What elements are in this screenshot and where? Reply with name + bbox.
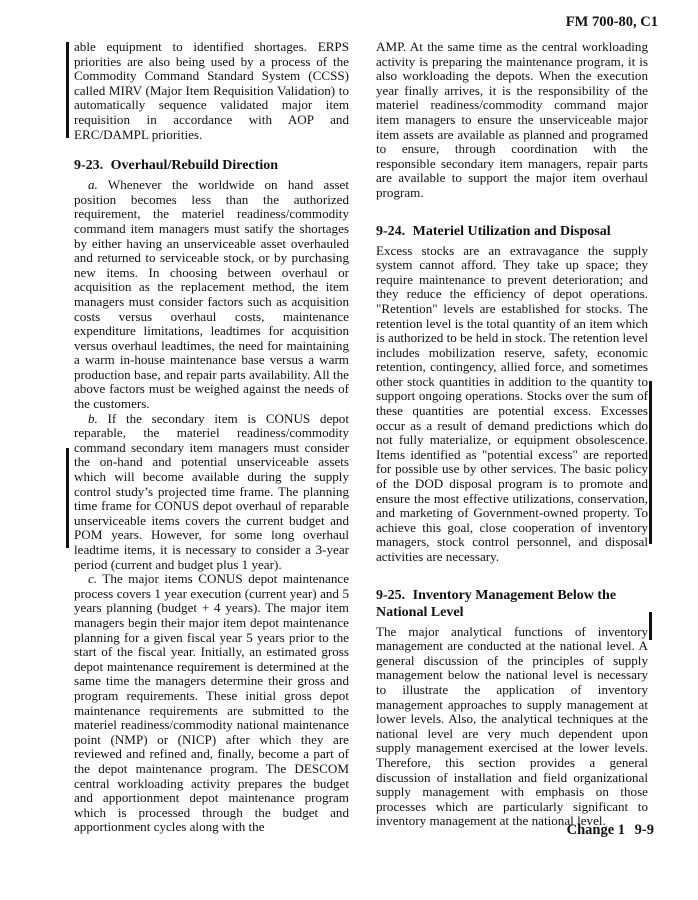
revision-bar <box>649 381 652 544</box>
continued-paragraph: able equipment to identified shortages. ERPS priorities are also being used by a process of the Commodity Command Standard System (CCSS) called MIRV (Major Item Requisition Validation) to automatically sequence validated major item requisition in accordance with AOP and ERC/DAMPL priorities. <box>74 39 349 142</box>
continued-paragraph: AMP. At the same time as the central workloading activity is preparing the maintenance program, it is also workloading the depots. When the execution year finally arrives, it is the responsibility of the materiel readiness/commodity command major item managers to ensure the unserviceable major item assets are available as planned and programed to ensure, through coordination with the responsible secondary item managers, repair parts are available to support the major item overhaul program. <box>376 39 648 200</box>
right-column <box>376 40 648 829</box>
revision-bar <box>66 42 69 138</box>
paragraph-text: If the secondary item is CONUS depot reparable, the materiel readiness/commodity command secondary item managers must consider the on-hand and potential unserviceable assets which will become available during the supply control study’s projected time frame. The planning time frame for CONUS depot overhaul of reparable unserviceable items covers the current budget and POM years. However, for some long overhaul leadtime items, it is necessary to consider a 3-year period (current and budget plus 1 year). <box>74 410 349 572</box>
paragraph-letter: b. <box>88 410 98 426</box>
paragraph-a <box>74 178 349 412</box>
section-number: 9-25. <box>376 587 406 603</box>
section-number: 9-23. <box>74 158 104 174</box>
document-id: FM 700-80, C1 <box>565 14 658 30</box>
paragraph-text: The major items CONUS depot maintenance process covers 1 year execution (current year) and 5 years planning (budget + 4 years). The major item managers begin their major item depot maintenance planning for a given fiscal year 5 years prior to the start of the fiscal year. Initially, an estimated gross depot maintenance requirement is determined at the same time the managers determine their gross and program requirements. These initial gross depot maintenance requirements are submitted to the materiel readiness/commodity national maintenance point (NMP) or (NICP) after which they are reviewed and refined and, finally, become a part of the depot maintenance program. The DESCOM central workloading activity prepares the budget and apportionment depot maintenance program which is processed through the budget and apportionment cycles along with the <box>74 571 349 835</box>
section-heading-9-25 <box>376 587 648 621</box>
section-paragraph: Excess stocks are an extravagance the supply system cannot afford. They take up space; they require maintenance to prevent deterioration; and they reduce the efficiency of depot operations. "Retention" levels are established for stocks. The retention level is the total quantity of an item which is authorized to be held in stock. The retention level includes mobilization reserve, safety, economic retention, contingency, allied force, and sometimes other stock quantities in addition to the quantity to support ongoing operations. Stocks over the sum of these quantities are potential excess. Excesses occur as a result of demand predictions which do not fully materialize, or equipment obsolescence. Items identified as "potential excess" are reported for possible use by other services. The basic policy of the DOD disposal program is to promote and ensure the most effective utilizations, conservation, and marketing of Government-owned property. To achieve this goal, close cooperation of inventory managers, stock control personnel, and disposal activities are necessary. <box>376 242 648 564</box>
section-paragraph: The major analytical functions of inventory management are conducted at the national level. A general discussion of the principles of supply management below the national level is necessary to illustrate the application of inventory management approaches to supply management at lower levels. Also, the analytical techniques at the national level are very much dependent upon supply management exercised at the lower levels. Therefore, this section provides a general discussion of installation and field organizational supply management with emphasis on those processes which are particularly significant to inventory management at the national level. <box>376 623 648 829</box>
section-heading-9-23 <box>74 157 349 174</box>
section-number: 9-24. <box>376 223 406 239</box>
left-column <box>74 40 349 835</box>
paragraph-text: Whenever the worldwide on hand asset position becomes less than the authorized requirement, the materiel readiness/commodity command item managers must satify the shortages by either having an unserviceable asset overhauled and returned to serviceable stock, or by purchasing new items. In choosing between overhaul or acquisition as the replacement method, the item managers must consider factors such as acquisition costs versus overhaul costs, maintenance expenditure limitations, leadtimes for acquisition versus overhaul leadtimes, the need for maintaining a warm in-house maintenance base versus a warm production base, and repair parts availability. All the above factors must be weighed against the needs of the customers. <box>74 177 350 412</box>
change-label: Change 1 <box>566 822 626 838</box>
section-heading-9-24 <box>376 223 648 240</box>
paragraph-b <box>74 412 349 573</box>
page-footer <box>567 822 654 839</box>
paragraph-c <box>74 572 349 835</box>
paragraph-letter: a. <box>88 177 98 193</box>
page-number: 9-9 <box>634 822 654 838</box>
section-title: Materiel Utilization and Disposal <box>412 223 611 239</box>
revision-bar <box>66 448 69 548</box>
paragraph-letter: c. <box>88 571 98 587</box>
section-title: Overhaul/Rebuild Direction <box>110 158 279 174</box>
section-title: Inventory Management Below the National Level <box>376 587 617 620</box>
revision-bar <box>649 612 652 640</box>
